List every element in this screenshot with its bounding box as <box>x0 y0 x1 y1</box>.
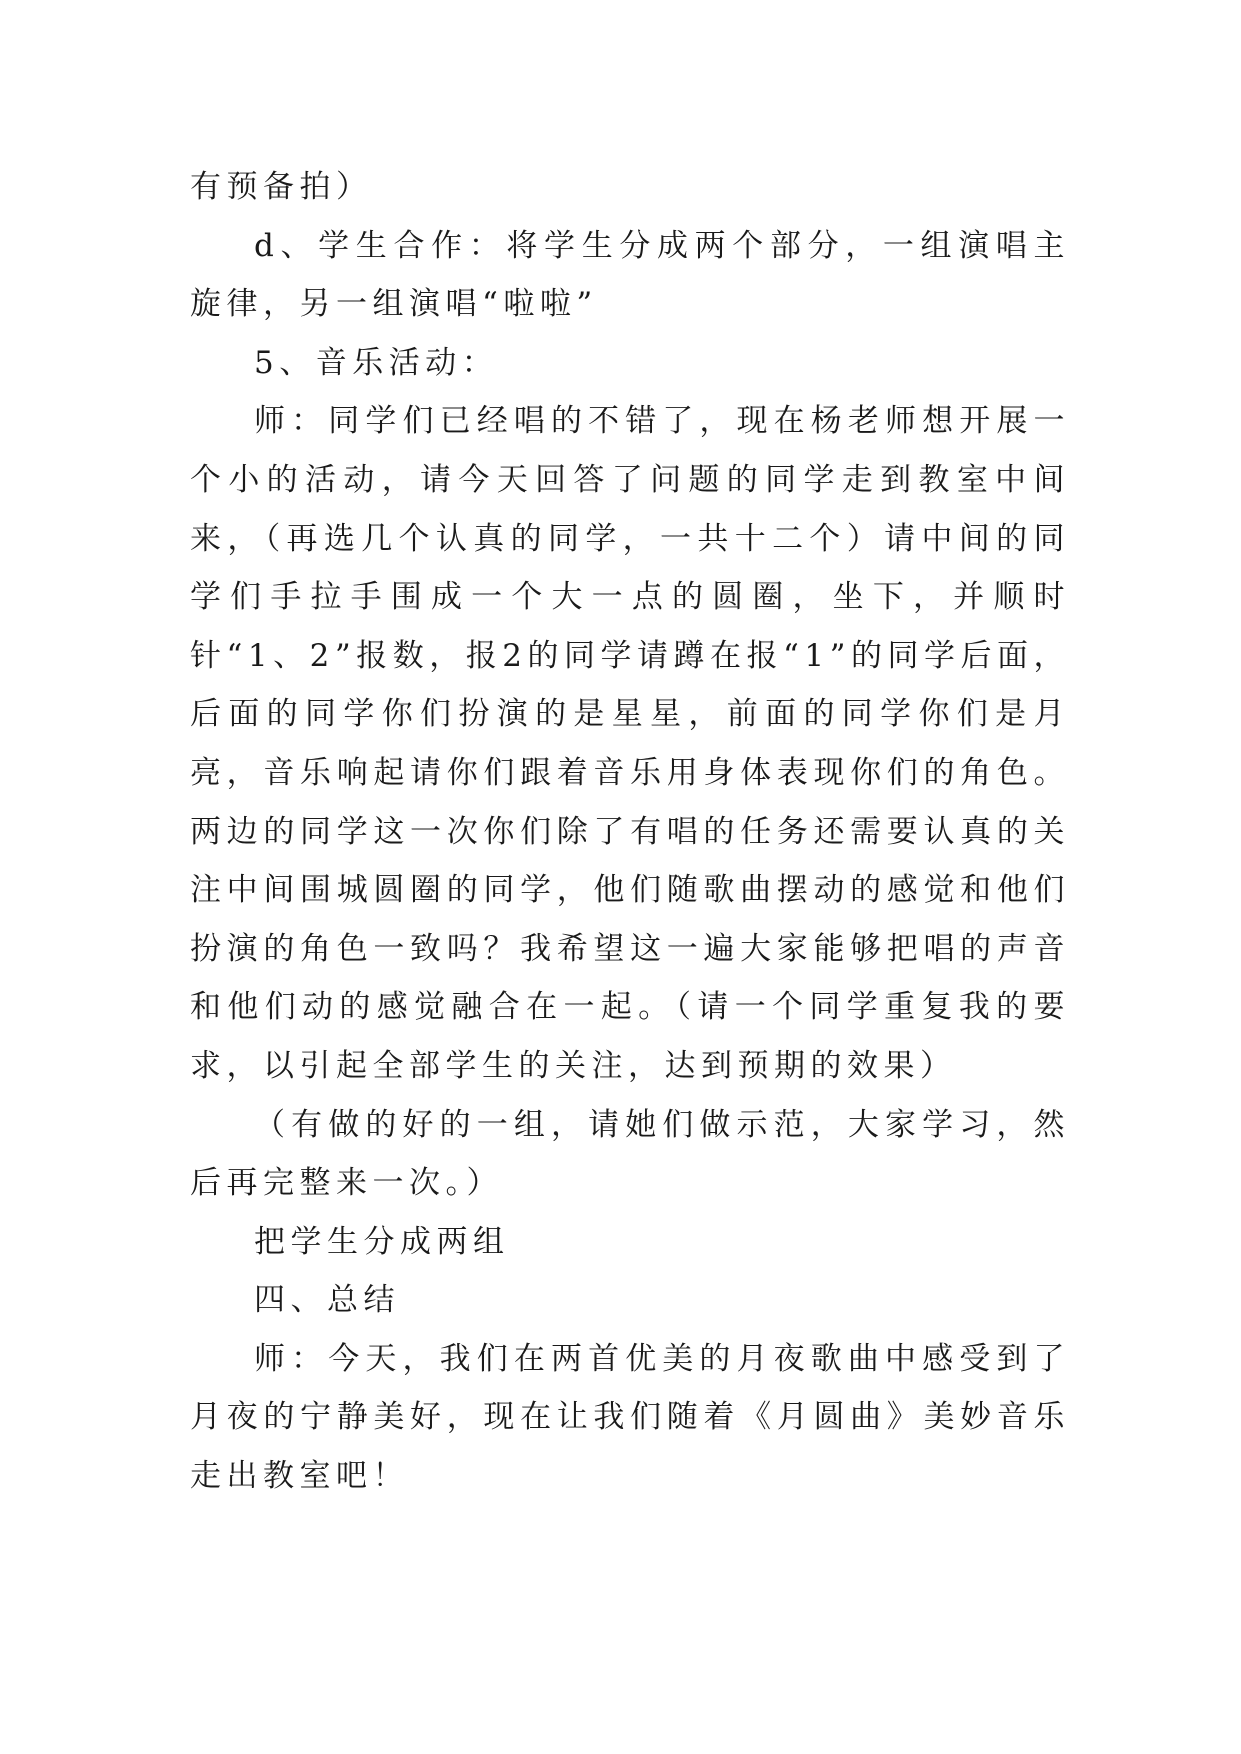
paragraph-split-groups: 把学生分成两组 <box>254 1223 510 1260</box>
paragraph-demonstration-note: （有做的好的一组，请她们做示范，大家学习，然后再完整来一次。） <box>190 1106 1070 1202</box>
paragraph-music-activity-heading: 5、音乐活动： <box>254 344 499 381</box>
paragraph-student-cooperation: d、学生合作：将学生分成两个部分，一组演唱主旋律，另一组演唱“啦啦” <box>190 227 1070 323</box>
paragraph-continuation: 有预备拍） <box>190 169 373 205</box>
paragraph-summary-heading: 四、总结 <box>254 1282 400 1319</box>
document-body <box>190 158 1070 1506</box>
paragraph-teacher-instructions: 师：同学们已经唱的不错了，现在杨老师想开展一个小的活动，请今天回答了问题的同学走到教室中间来，（再选几个认真的同学，一共十二个）请中间的同学们手拉手围成一个大一点的圆圈，坐下，并顺时针“1、2”报数，报2的同学请蹲在报“1”的同学后面，后面的同学你们扮演的是星星，前面的同学你们是月亮，音乐响起请你们跟着音乐用身体表现你们的角色。两边的同学这一次你们除了有唱的任务还需要认真的关注中间围城圆圈的同学，他们随歌曲摆动的感觉和他们扮演的角色一致吗？我希望这一遍大家能够把唱的声音和他们动的感觉融合在一起。（请一个同学重复我的要求，以引起全部学生的关注，达到预期的效果） <box>190 403 1070 1084</box>
paragraph-summary-text: 师：今天，我们在两首优美的月夜歌曲中感受到了月夜的宁静美好，现在让我们随着《月圆曲》美妙音乐走出教室吧！ <box>190 1340 1070 1495</box>
